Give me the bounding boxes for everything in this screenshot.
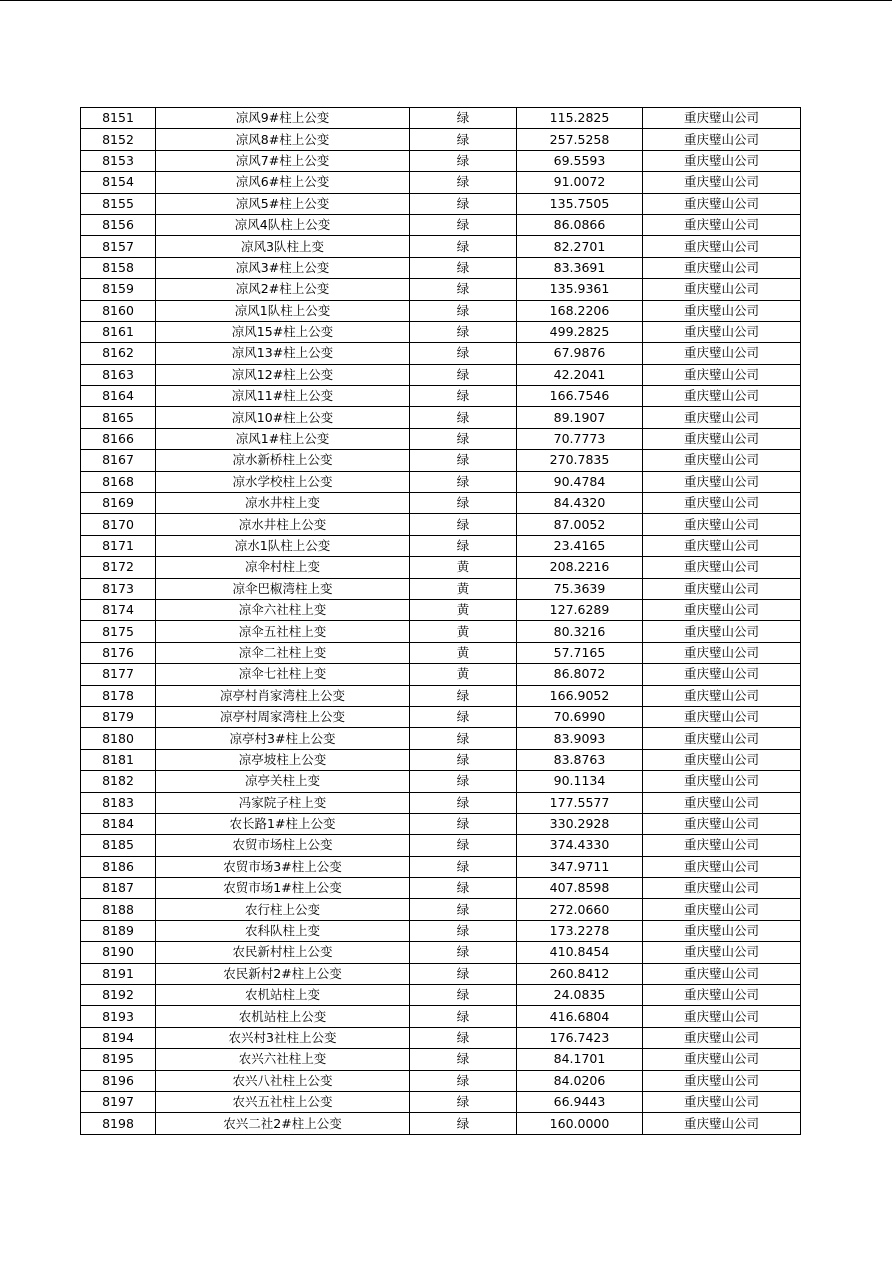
grade-cell: 绿 xyxy=(410,514,517,535)
value-cell: 70.7773 xyxy=(517,428,643,449)
value-cell: 23.4165 xyxy=(517,535,643,556)
transformer-name-cell: 农贸市场1#柱上公变 xyxy=(156,878,410,899)
value-cell: 80.3216 xyxy=(517,621,643,642)
row-id-cell: 8155 xyxy=(81,193,156,214)
value-cell: 83.8763 xyxy=(517,749,643,770)
company-cell: 重庆璧山公司 xyxy=(643,1091,801,1112)
transformer-name-cell: 凉风6#柱上公变 xyxy=(156,172,410,193)
company-cell: 重庆璧山公司 xyxy=(643,300,801,321)
row-id-cell: 8174 xyxy=(81,599,156,620)
grade-cell: 绿 xyxy=(410,343,517,364)
table-row xyxy=(81,1091,801,1112)
value-cell: 330.2928 xyxy=(517,813,643,834)
company-cell: 重庆璧山公司 xyxy=(643,706,801,727)
transformer-name-cell: 凉亭村肖家湾柱上公变 xyxy=(156,685,410,706)
transformer-name-cell: 农兴五社柱上公变 xyxy=(156,1091,410,1112)
grade-cell: 绿 xyxy=(410,1027,517,1048)
table-row xyxy=(81,1006,801,1027)
grade-cell: 黄 xyxy=(410,599,517,620)
table-row xyxy=(81,642,801,663)
row-id-cell: 8166 xyxy=(81,428,156,449)
transformer-name-cell: 农机站柱上公变 xyxy=(156,1006,410,1027)
company-cell: 重庆璧山公司 xyxy=(643,150,801,171)
grade-cell: 绿 xyxy=(410,749,517,770)
grade-cell: 绿 xyxy=(410,1113,517,1134)
company-cell: 重庆璧山公司 xyxy=(643,749,801,770)
table-row xyxy=(81,150,801,171)
grade-cell: 绿 xyxy=(410,321,517,342)
company-cell: 重庆璧山公司 xyxy=(643,450,801,471)
transformer-name-cell: 凉风4队柱上公变 xyxy=(156,214,410,235)
transformer-name-cell: 农长路1#柱上公变 xyxy=(156,813,410,834)
grade-cell: 绿 xyxy=(410,493,517,514)
transformer-name-cell: 凉风8#柱上公变 xyxy=(156,129,410,150)
table-row xyxy=(81,664,801,685)
table-row xyxy=(81,706,801,727)
grade-cell: 绿 xyxy=(410,771,517,792)
row-id-cell: 8154 xyxy=(81,172,156,193)
row-id-cell: 8160 xyxy=(81,300,156,321)
table-row xyxy=(81,300,801,321)
value-cell: 208.2216 xyxy=(517,557,643,578)
company-cell: 重庆璧山公司 xyxy=(643,792,801,813)
company-cell: 重庆璧山公司 xyxy=(643,728,801,749)
value-cell: 135.9361 xyxy=(517,279,643,300)
value-cell: 177.5577 xyxy=(517,792,643,813)
company-cell: 重庆璧山公司 xyxy=(643,129,801,150)
grade-cell: 绿 xyxy=(410,214,517,235)
value-cell: 87.0052 xyxy=(517,514,643,535)
table-row xyxy=(81,321,801,342)
page-top-border xyxy=(0,0,892,1)
transformer-name-cell: 凉风1队柱上公变 xyxy=(156,300,410,321)
company-cell: 重庆璧山公司 xyxy=(643,1006,801,1027)
grade-cell: 绿 xyxy=(410,1006,517,1027)
grade-cell: 绿 xyxy=(410,535,517,556)
company-cell: 重庆璧山公司 xyxy=(643,407,801,428)
company-cell: 重庆璧山公司 xyxy=(643,621,801,642)
row-id-cell: 8164 xyxy=(81,386,156,407)
company-cell: 重庆璧山公司 xyxy=(643,963,801,984)
table-row xyxy=(81,578,801,599)
transformer-name-cell: 凉伞村柱上变 xyxy=(156,557,410,578)
row-id-cell: 8163 xyxy=(81,364,156,385)
row-id-cell: 8175 xyxy=(81,621,156,642)
company-cell: 重庆璧山公司 xyxy=(643,172,801,193)
transformer-name-cell: 凉亭关柱上变 xyxy=(156,771,410,792)
company-cell: 重庆璧山公司 xyxy=(643,214,801,235)
table-row xyxy=(81,129,801,150)
table-row xyxy=(81,899,801,920)
row-id-cell: 8159 xyxy=(81,279,156,300)
company-cell: 重庆璧山公司 xyxy=(643,813,801,834)
grade-cell: 绿 xyxy=(410,856,517,877)
table-row xyxy=(81,364,801,385)
row-id-cell: 8187 xyxy=(81,878,156,899)
transformer-name-cell: 凉水1队柱上公变 xyxy=(156,535,410,556)
grade-cell: 绿 xyxy=(410,706,517,727)
grade-cell: 绿 xyxy=(410,471,517,492)
table-row xyxy=(81,985,801,1006)
table-row xyxy=(81,856,801,877)
transformer-name-cell: 凉风3队柱上变 xyxy=(156,236,410,257)
row-id-cell: 8171 xyxy=(81,535,156,556)
transformer-name-cell: 冯家院子柱上变 xyxy=(156,792,410,813)
company-cell: 重庆璧山公司 xyxy=(643,685,801,706)
row-id-cell: 8177 xyxy=(81,664,156,685)
row-id-cell: 8173 xyxy=(81,578,156,599)
value-cell: 24.0835 xyxy=(517,985,643,1006)
grade-cell: 黄 xyxy=(410,621,517,642)
value-cell: 347.9711 xyxy=(517,856,643,877)
transformer-name-cell: 凉水井柱上公变 xyxy=(156,514,410,535)
transformer-name-cell: 凉伞二社柱上变 xyxy=(156,642,410,663)
value-cell: 67.9876 xyxy=(517,343,643,364)
table-row xyxy=(81,514,801,535)
transformer-name-cell: 凉风15#柱上公变 xyxy=(156,321,410,342)
company-cell: 重庆璧山公司 xyxy=(643,878,801,899)
value-cell: 42.2041 xyxy=(517,364,643,385)
table-row xyxy=(81,450,801,471)
value-cell: 176.7423 xyxy=(517,1027,643,1048)
table-body xyxy=(81,108,801,1135)
company-cell: 重庆璧山公司 xyxy=(643,279,801,300)
value-cell: 91.0072 xyxy=(517,172,643,193)
table-row xyxy=(81,813,801,834)
company-cell: 重庆璧山公司 xyxy=(643,386,801,407)
grade-cell: 绿 xyxy=(410,835,517,856)
grade-cell: 绿 xyxy=(410,172,517,193)
row-id-cell: 8193 xyxy=(81,1006,156,1027)
row-id-cell: 8158 xyxy=(81,257,156,278)
value-cell: 115.2825 xyxy=(517,108,643,129)
company-cell: 重庆璧山公司 xyxy=(643,108,801,129)
transformer-name-cell: 凉伞五社柱上变 xyxy=(156,621,410,642)
grade-cell: 绿 xyxy=(410,129,517,150)
table-row xyxy=(81,1049,801,1070)
grade-cell: 绿 xyxy=(410,450,517,471)
value-cell: 260.8412 xyxy=(517,963,643,984)
row-id-cell: 8186 xyxy=(81,856,156,877)
row-id-cell: 8198 xyxy=(81,1113,156,1134)
table-row xyxy=(81,1113,801,1134)
row-id-cell: 8181 xyxy=(81,749,156,770)
transformer-name-cell: 凉伞巴椒湾柱上变 xyxy=(156,578,410,599)
transformer-name-cell: 凉风1#柱上公变 xyxy=(156,428,410,449)
row-id-cell: 8180 xyxy=(81,728,156,749)
row-id-cell: 8151 xyxy=(81,108,156,129)
company-cell: 重庆璧山公司 xyxy=(643,771,801,792)
table-row xyxy=(81,471,801,492)
company-cell: 重庆璧山公司 xyxy=(643,985,801,1006)
transformer-name-cell: 农行柱上公变 xyxy=(156,899,410,920)
grade-cell: 黄 xyxy=(410,578,517,599)
company-cell: 重庆璧山公司 xyxy=(643,664,801,685)
value-cell: 70.6990 xyxy=(517,706,643,727)
company-cell: 重庆璧山公司 xyxy=(643,557,801,578)
grade-cell: 绿 xyxy=(410,813,517,834)
grade-cell: 绿 xyxy=(410,1070,517,1091)
row-id-cell: 8168 xyxy=(81,471,156,492)
table-row xyxy=(81,279,801,300)
table-row xyxy=(81,193,801,214)
row-id-cell: 8185 xyxy=(81,835,156,856)
table-row xyxy=(81,407,801,428)
value-cell: 84.0206 xyxy=(517,1070,643,1091)
company-cell: 重庆璧山公司 xyxy=(643,535,801,556)
company-cell: 重庆璧山公司 xyxy=(643,493,801,514)
table-row xyxy=(81,728,801,749)
grade-cell: 绿 xyxy=(410,193,517,214)
company-cell: 重庆璧山公司 xyxy=(643,1070,801,1091)
table-row xyxy=(81,428,801,449)
transformer-name-cell: 农民新村柱上公变 xyxy=(156,942,410,963)
grade-cell: 黄 xyxy=(410,557,517,578)
grade-cell: 绿 xyxy=(410,428,517,449)
transformer-name-cell: 农兴八社柱上公变 xyxy=(156,1070,410,1091)
value-cell: 86.8072 xyxy=(517,664,643,685)
company-cell: 重庆璧山公司 xyxy=(643,193,801,214)
transformer-name-cell: 凉风2#柱上公变 xyxy=(156,279,410,300)
grade-cell: 绿 xyxy=(410,878,517,899)
table-row xyxy=(81,621,801,642)
company-cell: 重庆璧山公司 xyxy=(643,257,801,278)
grade-cell: 绿 xyxy=(410,728,517,749)
row-id-cell: 8194 xyxy=(81,1027,156,1048)
table-row xyxy=(81,236,801,257)
grade-cell: 黄 xyxy=(410,664,517,685)
value-cell: 90.1134 xyxy=(517,771,643,792)
transformer-name-cell: 农机站柱上变 xyxy=(156,985,410,1006)
value-cell: 89.1907 xyxy=(517,407,643,428)
value-cell: 75.3639 xyxy=(517,578,643,599)
grade-cell: 绿 xyxy=(410,985,517,1006)
value-cell: 168.2206 xyxy=(517,300,643,321)
table-row xyxy=(81,535,801,556)
grade-cell: 绿 xyxy=(410,150,517,171)
company-cell: 重庆璧山公司 xyxy=(643,1049,801,1070)
table-row xyxy=(81,386,801,407)
value-cell: 84.4320 xyxy=(517,493,643,514)
transformer-table xyxy=(80,107,801,1135)
table-row xyxy=(81,214,801,235)
grade-cell: 绿 xyxy=(410,364,517,385)
row-id-cell: 8152 xyxy=(81,129,156,150)
grade-cell: 绿 xyxy=(410,407,517,428)
row-id-cell: 8179 xyxy=(81,706,156,727)
table-row xyxy=(81,920,801,941)
row-id-cell: 8188 xyxy=(81,899,156,920)
table-row xyxy=(81,878,801,899)
row-id-cell: 8191 xyxy=(81,963,156,984)
value-cell: 173.2278 xyxy=(517,920,643,941)
table-row xyxy=(81,749,801,770)
table-row xyxy=(81,963,801,984)
value-cell: 272.0660 xyxy=(517,899,643,920)
value-cell: 416.6804 xyxy=(517,1006,643,1027)
row-id-cell: 8184 xyxy=(81,813,156,834)
grade-cell: 绿 xyxy=(410,792,517,813)
table-row xyxy=(81,685,801,706)
company-cell: 重庆璧山公司 xyxy=(643,471,801,492)
company-cell: 重庆璧山公司 xyxy=(643,899,801,920)
transformer-name-cell: 凉风5#柱上公变 xyxy=(156,193,410,214)
transformer-name-cell: 农科队柱上变 xyxy=(156,920,410,941)
transformer-name-cell: 凉亭村3#柱上公变 xyxy=(156,728,410,749)
row-id-cell: 8197 xyxy=(81,1091,156,1112)
table-row xyxy=(81,108,801,129)
row-id-cell: 8196 xyxy=(81,1070,156,1091)
grade-cell: 绿 xyxy=(410,236,517,257)
row-id-cell: 8161 xyxy=(81,321,156,342)
company-cell: 重庆璧山公司 xyxy=(643,364,801,385)
row-id-cell: 8183 xyxy=(81,792,156,813)
row-id-cell: 8178 xyxy=(81,685,156,706)
company-cell: 重庆璧山公司 xyxy=(643,1027,801,1048)
company-cell: 重庆璧山公司 xyxy=(643,343,801,364)
company-cell: 重庆璧山公司 xyxy=(643,856,801,877)
grade-cell: 绿 xyxy=(410,920,517,941)
company-cell: 重庆璧山公司 xyxy=(643,599,801,620)
value-cell: 83.3691 xyxy=(517,257,643,278)
transformer-name-cell: 凉水新桥柱上公变 xyxy=(156,450,410,471)
value-cell: 57.7165 xyxy=(517,642,643,663)
table-row xyxy=(81,557,801,578)
company-cell: 重庆璧山公司 xyxy=(643,920,801,941)
value-cell: 257.5258 xyxy=(517,129,643,150)
transformer-name-cell: 凉亭坡柱上公变 xyxy=(156,749,410,770)
value-cell: 499.2825 xyxy=(517,321,643,342)
table-row xyxy=(81,599,801,620)
transformer-name-cell: 凉风7#柱上公变 xyxy=(156,150,410,171)
transformer-name-cell: 凉风9#柱上公变 xyxy=(156,108,410,129)
value-cell: 83.9093 xyxy=(517,728,643,749)
company-cell: 重庆璧山公司 xyxy=(643,578,801,599)
company-cell: 重庆璧山公司 xyxy=(643,1113,801,1134)
company-cell: 重庆璧山公司 xyxy=(643,514,801,535)
grade-cell: 绿 xyxy=(410,279,517,300)
value-cell: 127.6289 xyxy=(517,599,643,620)
table-row xyxy=(81,1027,801,1048)
value-cell: 270.7835 xyxy=(517,450,643,471)
transformer-name-cell: 农兴六社柱上变 xyxy=(156,1049,410,1070)
value-cell: 82.2701 xyxy=(517,236,643,257)
value-cell: 407.8598 xyxy=(517,878,643,899)
value-cell: 66.9443 xyxy=(517,1091,643,1112)
grade-cell: 绿 xyxy=(410,108,517,129)
value-cell: 166.9052 xyxy=(517,685,643,706)
company-cell: 重庆璧山公司 xyxy=(643,642,801,663)
grade-cell: 绿 xyxy=(410,899,517,920)
row-id-cell: 8153 xyxy=(81,150,156,171)
value-cell: 84.1701 xyxy=(517,1049,643,1070)
transformer-name-cell: 凉风11#柱上公变 xyxy=(156,386,410,407)
transformer-name-cell: 农兴二社2#柱上公变 xyxy=(156,1113,410,1134)
row-id-cell: 8167 xyxy=(81,450,156,471)
transformer-name-cell: 农贸市场3#柱上公变 xyxy=(156,856,410,877)
transformer-name-cell: 农民新村2#柱上公变 xyxy=(156,963,410,984)
value-cell: 160.0000 xyxy=(517,1113,643,1134)
row-id-cell: 8192 xyxy=(81,985,156,1006)
table-row xyxy=(81,493,801,514)
table-row xyxy=(81,1070,801,1091)
company-cell: 重庆璧山公司 xyxy=(643,835,801,856)
row-id-cell: 8156 xyxy=(81,214,156,235)
grade-cell: 绿 xyxy=(410,942,517,963)
company-cell: 重庆璧山公司 xyxy=(643,321,801,342)
value-cell: 86.0866 xyxy=(517,214,643,235)
grade-cell: 绿 xyxy=(410,386,517,407)
transformer-name-cell: 凉风10#柱上公变 xyxy=(156,407,410,428)
value-cell: 90.4784 xyxy=(517,471,643,492)
row-id-cell: 8182 xyxy=(81,771,156,792)
company-cell: 重庆璧山公司 xyxy=(643,428,801,449)
transformer-name-cell: 凉亭村周家湾柱上公变 xyxy=(156,706,410,727)
transformer-name-cell: 农兴村3社柱上公变 xyxy=(156,1027,410,1048)
transformer-name-cell: 凉风12#柱上公变 xyxy=(156,364,410,385)
row-id-cell: 8195 xyxy=(81,1049,156,1070)
grade-cell: 黄 xyxy=(410,642,517,663)
value-cell: 69.5593 xyxy=(517,150,643,171)
value-cell: 374.4330 xyxy=(517,835,643,856)
row-id-cell: 8162 xyxy=(81,343,156,364)
grade-cell: 绿 xyxy=(410,300,517,321)
value-cell: 135.7505 xyxy=(517,193,643,214)
transformer-name-cell: 农贸市场柱上公变 xyxy=(156,835,410,856)
transformer-name-cell: 凉伞七社柱上变 xyxy=(156,664,410,685)
row-id-cell: 8176 xyxy=(81,642,156,663)
transformer-name-cell: 凉水学校柱上公变 xyxy=(156,471,410,492)
table-row xyxy=(81,343,801,364)
table-row xyxy=(81,257,801,278)
transformer-name-cell: 凉风3#柱上公变 xyxy=(156,257,410,278)
table-row xyxy=(81,792,801,813)
row-id-cell: 8170 xyxy=(81,514,156,535)
transformer-name-cell: 凉伞六社柱上变 xyxy=(156,599,410,620)
table-row xyxy=(81,172,801,193)
grade-cell: 绿 xyxy=(410,1049,517,1070)
value-cell: 410.8454 xyxy=(517,942,643,963)
grade-cell: 绿 xyxy=(410,685,517,706)
company-cell: 重庆璧山公司 xyxy=(643,942,801,963)
grade-cell: 绿 xyxy=(410,963,517,984)
row-id-cell: 8172 xyxy=(81,557,156,578)
row-id-cell: 8165 xyxy=(81,407,156,428)
table-row xyxy=(81,835,801,856)
table-row xyxy=(81,942,801,963)
row-id-cell: 8190 xyxy=(81,942,156,963)
row-id-cell: 8189 xyxy=(81,920,156,941)
table-row xyxy=(81,771,801,792)
value-cell: 166.7546 xyxy=(517,386,643,407)
transformer-name-cell: 凉风13#柱上公变 xyxy=(156,343,410,364)
transformer-name-cell: 凉水井柱上变 xyxy=(156,493,410,514)
row-id-cell: 8169 xyxy=(81,493,156,514)
row-id-cell: 8157 xyxy=(81,236,156,257)
grade-cell: 绿 xyxy=(410,1091,517,1112)
grade-cell: 绿 xyxy=(410,257,517,278)
company-cell: 重庆璧山公司 xyxy=(643,236,801,257)
